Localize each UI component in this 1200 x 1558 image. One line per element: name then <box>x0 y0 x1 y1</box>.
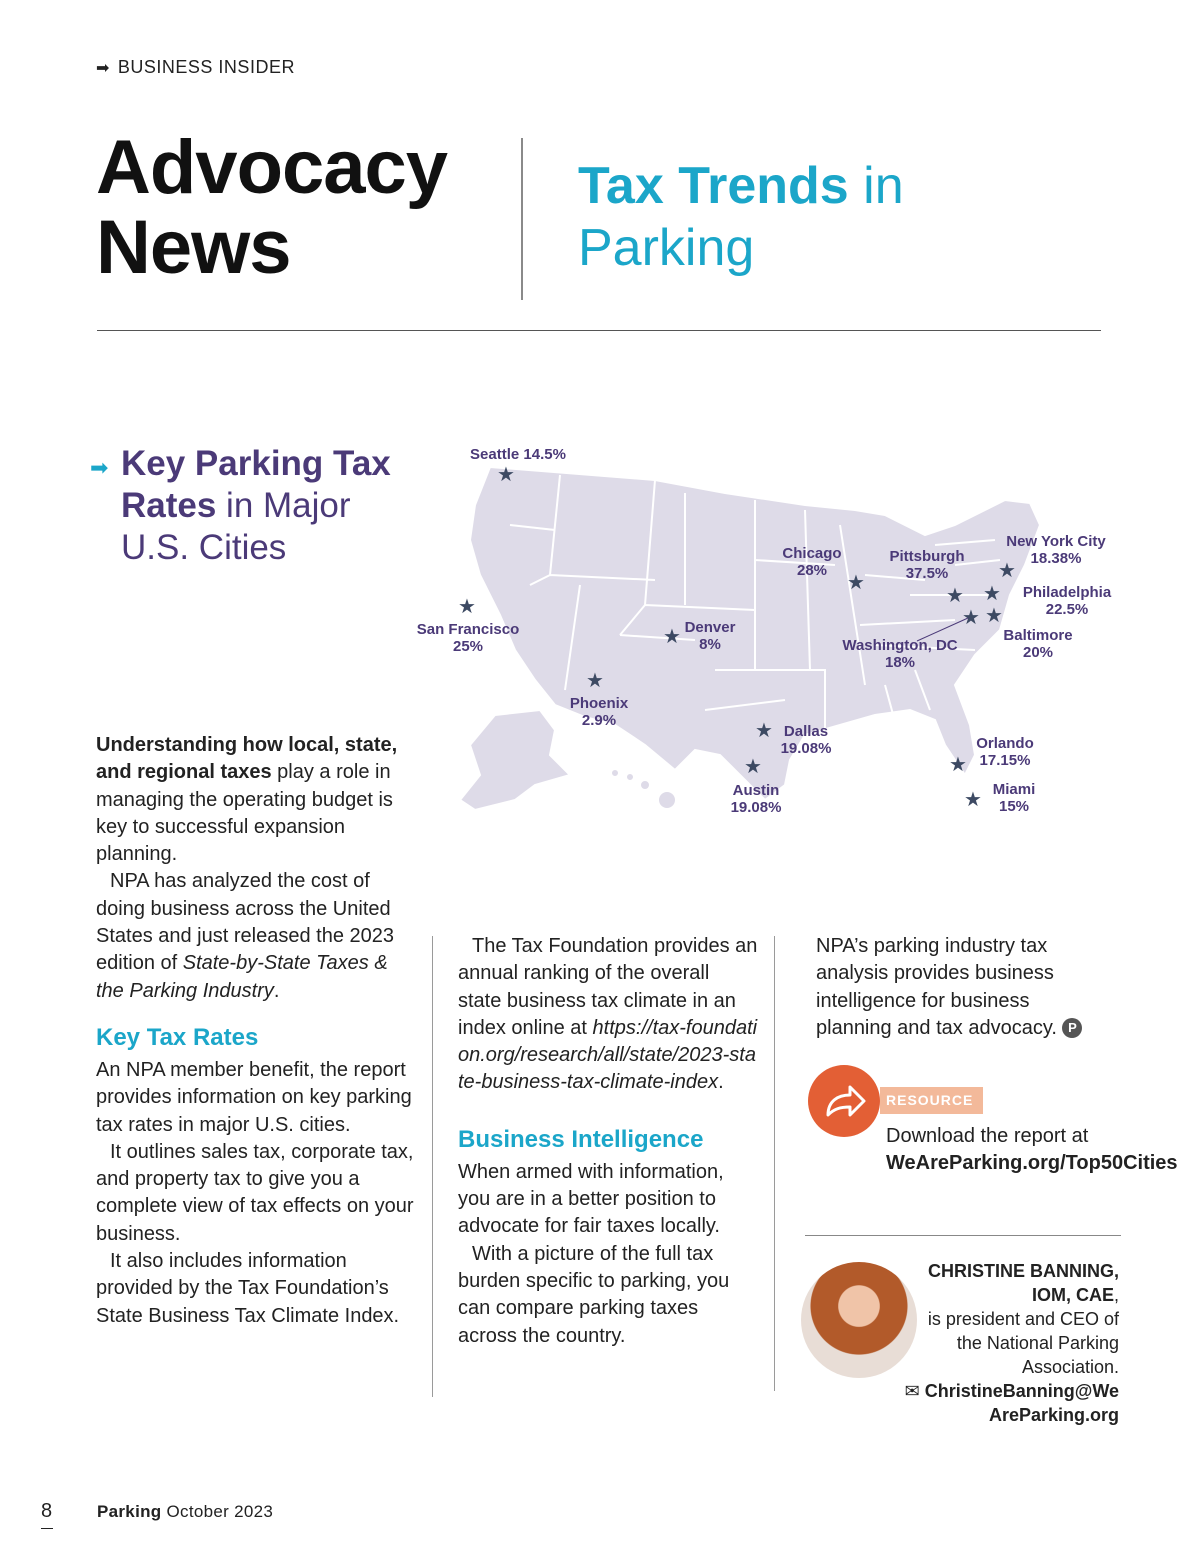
section-subtitle: Key Tax Rates <box>96 1023 259 1051</box>
article-title: Tax Trends in Parking <box>578 157 904 277</box>
city-label-dallas: Dallas 19.08% <box>780 723 832 757</box>
city-label-san-francisco: San Francisco 25% <box>416 621 520 655</box>
alaska-shape <box>460 710 570 810</box>
paragraph: It outlines sales tax, corporate tax, and property tax to give you a complete view of tax effects on your business. <box>96 1140 414 1245</box>
city-label-new-york: New York City 18.38% <box>1006 533 1106 567</box>
tax-foundation-link[interactable]: https://tax-foundation.org/research/all/state/2023-state-business-tax-climate-index <box>458 1016 758 1094</box>
city-label-orlando: Orlando 17.15% <box>976 735 1034 769</box>
section-label: BUSINESS INSIDER <box>117 57 295 77</box>
author-email[interactable]: ✉ ChristineBanning@WeAreParking.org <box>904 1381 1119 1425</box>
section-tag <box>96 57 295 78</box>
article-column-2 <box>458 933 758 1350</box>
header-divider <box>521 138 523 300</box>
star-icon-new-york: ★ <box>998 560 1016 582</box>
star-icon-seattle: ★ <box>497 464 515 486</box>
share-arrow-icon <box>808 1065 880 1137</box>
page-title: Advocacy News <box>96 125 448 290</box>
star-icon-pittsburgh: ★ <box>946 585 964 607</box>
city-label-austin: Austin 19.08% <box>730 782 782 816</box>
page-number: 8 <box>41 1500 53 1522</box>
star-icon-philadelphia: ★ <box>983 583 1001 605</box>
author-name: CHRISTINE BANNING, IOM, CAE <box>927 1261 1119 1305</box>
star-icon-denver: ★ <box>663 626 681 648</box>
star-icon-dallas: ★ <box>755 720 773 742</box>
arrow-right-icon: ➡ <box>96 59 110 77</box>
parking-logo-icon: P <box>1062 1018 1082 1038</box>
arrow-right-icon: ➡ <box>90 455 109 480</box>
column-divider <box>774 936 775 1391</box>
star-icon-austin: ★ <box>744 756 762 778</box>
bio-divider <box>805 1235 1121 1236</box>
header-rule <box>97 330 1101 331</box>
star-icon-baltimore: ★ <box>985 605 1003 627</box>
city-label-pittsburgh: Pittsburgh 37.5% <box>889 548 965 582</box>
paragraph: NPA has analyzed the cost of doing business across the United States and just released the 2023 edition of State-by-State Taxes & the Parking Industry. <box>96 870 394 1002</box>
city-label-baltimore: Baltimore 20% <box>1003 627 1073 661</box>
city-label-chicago: Chicago 28% <box>782 545 842 579</box>
city-label-seattle: Seattle 14.5% <box>470 446 566 463</box>
paragraph: When armed with information, you are in a better position to advocate for fair taxes locally. <box>458 1160 724 1238</box>
publication-footer: Parking October 2023 <box>97 1502 274 1521</box>
city-label-phoenix: Phoenix 2.9% <box>569 695 629 729</box>
paragraph: With a picture of the full tax burden specific to parking, you can compare parking taxes across the country. <box>458 1242 730 1347</box>
city-label-denver: Denver 8% <box>684 619 736 653</box>
city-label-miami: Miami 15% <box>992 781 1036 815</box>
section-subtitle: Business Intelligence <box>458 1125 704 1153</box>
star-icon-washington-dc: ★ <box>962 607 980 629</box>
resource-link[interactable]: WeAreParking.org/Top50Cities <box>886 1152 1178 1175</box>
envelope-icon: ✉ <box>904 1381 920 1401</box>
resource-badge: RESOURCE <box>880 1087 983 1114</box>
city-label-philadelphia: Philadelphia 22.5% <box>1022 584 1112 618</box>
article-column-3 <box>816 933 1106 1042</box>
paragraph: The Tax Foundation provides an annual ranking of the overall state business tax climate in an index online at https://tax-foundation.org/research/all/state/2023-state-business-tax-climate-index. <box>458 935 758 1094</box>
star-icon-phoenix: ★ <box>586 670 604 692</box>
resource-text: Download the report at WeAreParking.org/Top50Cities <box>886 1125 1178 1175</box>
author-description: is president and CEO of the National Parking Association. <box>927 1309 1119 1377</box>
lead-paragraph: Understanding how local, state, and regional taxes play a role in managing the operating budget is key to successful expansion planning. <box>96 734 398 866</box>
star-icon-orlando: ★ <box>949 754 967 776</box>
star-icon-san-francisco: ★ <box>458 596 476 618</box>
column-divider <box>432 936 433 1397</box>
paragraph: NPA’s parking industry tax analysis provides business intelligence for business planning and tax advocacy. P <box>816 933 1106 1042</box>
paragraph: An NPA member benefit, the report provides information on key parking tax rates in major U.S. cities. <box>96 1058 412 1136</box>
city-label-washington-dc: Washington, DC 18% <box>842 637 958 671</box>
author-bio: CHRISTINE BANNING, IOM, CAE, is president and CEO of the National Parking Association. ✉ ChristineBanning@WeAreParking.org <box>900 1259 1119 1427</box>
article-column-1 <box>96 732 416 1330</box>
star-icon-chicago: ★ <box>847 572 865 594</box>
star-icon-miami: ★ <box>964 789 982 811</box>
paragraph: It also includes information provided by the Tax Foundation’s State Business Tax Climate Index. <box>96 1250 400 1327</box>
